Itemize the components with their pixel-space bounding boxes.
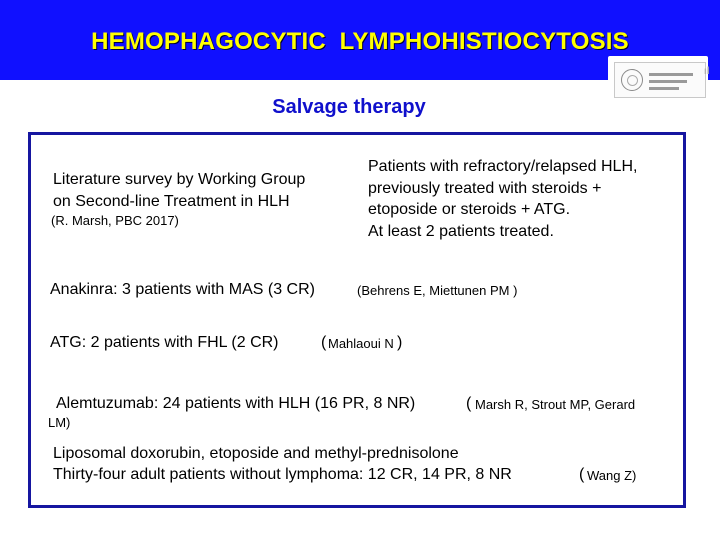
patients-line-1: Patients with refractory/relapsed HLH, xyxy=(368,158,638,175)
logo-edge-mark: ıl xyxy=(704,66,710,77)
survey-line-1: Literature survey by Working Group xyxy=(53,171,306,188)
logo-text-line xyxy=(649,87,679,90)
atg-citation-close: ) xyxy=(397,334,403,351)
atg-citation: Mahlaoui N xyxy=(328,336,394,351)
patients-line-3: etoposide or steroids + ATG. xyxy=(368,201,571,218)
atg-citation-open: ( xyxy=(321,334,327,351)
alemtuzumab-citation: Marsh R, Strout MP, Gerard xyxy=(475,397,636,412)
patients-line-2: previously treated with steroids + xyxy=(368,180,602,197)
slide-title: HEMOPHAGOCYTIC LYMPHOHISTIOCYTOSIS xyxy=(91,28,629,55)
liposomal-line-1: Liposomal doxorubin, etoposide and methyl-prednisolone xyxy=(53,445,459,462)
logo-text-line xyxy=(649,73,693,76)
survey-citation: (R. Marsh, PBC 2017) xyxy=(51,213,179,228)
patients-line-4: At least 2 patients treated. xyxy=(368,223,554,240)
liposomal-citation: Wang Z) xyxy=(587,468,637,483)
liposomal-citation-open: ( xyxy=(579,466,585,483)
anakinra-finding: Anakinra: 3 patients with MAS (3 CR) xyxy=(50,281,315,298)
logo-frame xyxy=(614,62,706,98)
alemtuzumab-citation-open: ( xyxy=(466,395,472,412)
logo-text-line xyxy=(649,80,687,83)
institution-logo xyxy=(608,56,708,100)
section-subtitle: Salvage therapy xyxy=(272,96,426,118)
university-seal-icon xyxy=(621,69,643,91)
survey-line-2: on Second-line Treatment in HLH xyxy=(53,193,290,210)
liposomal-line-2: Thirty-four adult patients without lymphoma: 12 CR, 14 PR, 8 NR xyxy=(53,466,512,483)
alemtuzumab-finding: Alemtuzumab: 24 patients with HLH (16 PR, 8 NR) xyxy=(56,395,416,412)
anakinra-citation: (Behrens E, Miettunen PM ) xyxy=(357,283,518,298)
alemtuzumab-citation-cont: LM) xyxy=(48,415,71,430)
atg-finding: ATG: 2 patients with FHL (2 CR) xyxy=(50,334,279,351)
